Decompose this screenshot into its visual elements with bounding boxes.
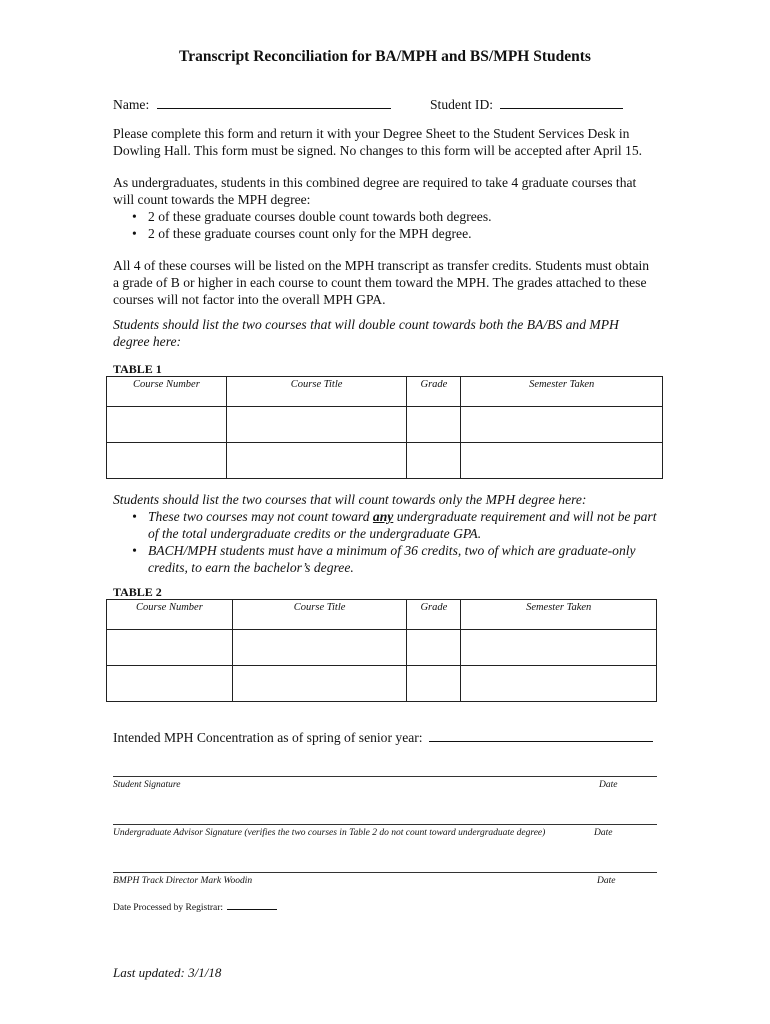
transfer-note: All 4 of these courses will be listed on the MPH transcript as transfer credits. Students must obtain a grade of B or higher in each course to count them toward the MPH. The grades attached to these courses will not factor into the overall MPH GPA. bbox=[113, 258, 650, 307]
table-cell[interactable] bbox=[107, 443, 227, 479]
table-cell[interactable] bbox=[461, 630, 657, 666]
advisor-signature-line[interactable] bbox=[113, 824, 657, 825]
table2-bullet: • BACH/MPH students must have a minimum of 36 credits, two of which are graduate-only credits, to earn the bachelor’s degree. bbox=[113, 542, 658, 576]
director-date-label: Date bbox=[597, 876, 616, 886]
last-updated: Last updated: 3/1/18 bbox=[113, 965, 222, 980]
student-signature-label: Student Signature bbox=[113, 780, 181, 790]
table-cell[interactable] bbox=[407, 443, 461, 479]
emphasis-any: any bbox=[372, 509, 394, 524]
table2-instruction: Students should list the two courses that will count towards only the MPH degree here: bbox=[113, 492, 587, 507]
student-signature-line[interactable] bbox=[113, 776, 657, 777]
requirement-block bbox=[113, 174, 658, 242]
advisor-date-label: Date bbox=[594, 828, 613, 838]
student-date-label: Date bbox=[599, 780, 618, 790]
name-label: Name: bbox=[113, 97, 150, 112]
table-cell[interactable] bbox=[461, 443, 663, 479]
table-cell[interactable] bbox=[407, 630, 461, 666]
requirement-text: As undergraduates, students in this combined degree are required to take 4 graduate courses that will count towards the MPH degree: bbox=[113, 175, 637, 207]
concentration-label: Intended MPH Concentration as of spring of senior year: bbox=[113, 730, 423, 745]
table-cell[interactable] bbox=[107, 666, 233, 702]
student-id-label: Student ID: bbox=[430, 97, 494, 112]
table-cell[interactable] bbox=[232, 630, 407, 666]
table2-header-course-title: Course Title bbox=[232, 600, 407, 630]
intro-paragraph: Please complete this form and return it with your Degree Sheet to the Student Services Desk in Dowling Hall. This form must be signed. No changes to this form will be accepted after April 15. bbox=[113, 126, 643, 158]
table1-instruction: Students should list the two courses that will double count towards both the BA/BS and MPH degree here: bbox=[113, 317, 619, 349]
table2-header-semester: Semester Taken bbox=[461, 600, 657, 630]
table-cell[interactable] bbox=[226, 443, 407, 479]
registrar-label: Date Processed by Registrar: bbox=[113, 903, 224, 913]
table-row bbox=[107, 443, 663, 479]
table2-header-course-number: Course Number bbox=[107, 600, 233, 630]
page-title: Transcript Reconciliation for BA/MPH and BS/MPH Students bbox=[179, 48, 591, 65]
table-cell[interactable] bbox=[232, 666, 407, 702]
table1 bbox=[106, 376, 663, 479]
requirement-bullet: • 2 of these graduate courses count only for the MPH degree. bbox=[113, 225, 658, 242]
table1-header-course-number: Course Number bbox=[107, 377, 227, 407]
requirement-bullet: • 2 of these graduate courses double count towards both degrees. bbox=[113, 208, 658, 225]
table-row bbox=[107, 407, 663, 443]
table-row bbox=[107, 630, 657, 666]
table-cell[interactable] bbox=[226, 407, 407, 443]
table1-label: TABLE 1 bbox=[113, 362, 162, 376]
table1-header-semester: Semester Taken bbox=[461, 377, 663, 407]
table2-header-grade: Grade bbox=[407, 600, 461, 630]
director-signature-label: BMPH Track Director Mark Woodin bbox=[113, 876, 253, 886]
concentration-blank[interactable] bbox=[429, 728, 653, 742]
student-id-blank[interactable] bbox=[500, 95, 623, 109]
table2-instruction-block bbox=[113, 491, 658, 576]
table2-bullet: • These two courses may not count toward any undergraduate requirement and will not be part of the total undergraduate credits or the undergraduate GPA. bbox=[113, 508, 658, 542]
table-row bbox=[107, 666, 657, 702]
registrar-blank[interactable] bbox=[227, 900, 277, 910]
student-id-field[interactable] bbox=[430, 95, 623, 113]
table-cell[interactable] bbox=[407, 666, 461, 702]
table-cell[interactable] bbox=[407, 407, 461, 443]
table2-label: TABLE 2 bbox=[113, 585, 162, 599]
registrar-field[interactable] bbox=[113, 900, 277, 913]
name-field[interactable] bbox=[113, 95, 391, 113]
table1-header-grade: Grade bbox=[407, 377, 461, 407]
director-signature-line[interactable] bbox=[113, 872, 657, 873]
concentration-field[interactable] bbox=[113, 728, 653, 746]
table-cell[interactable] bbox=[107, 630, 233, 666]
advisor-signature-label: Undergraduate Advisor Signature (verifies the two courses in Table 2 do not count toward undergraduate degree) bbox=[113, 828, 546, 838]
table1-header-course-title: Course Title bbox=[226, 377, 407, 407]
table-cell[interactable] bbox=[107, 407, 227, 443]
table-cell[interactable] bbox=[461, 666, 657, 702]
table2 bbox=[106, 599, 657, 702]
table-cell[interactable] bbox=[461, 407, 663, 443]
name-blank[interactable] bbox=[157, 95, 391, 109]
